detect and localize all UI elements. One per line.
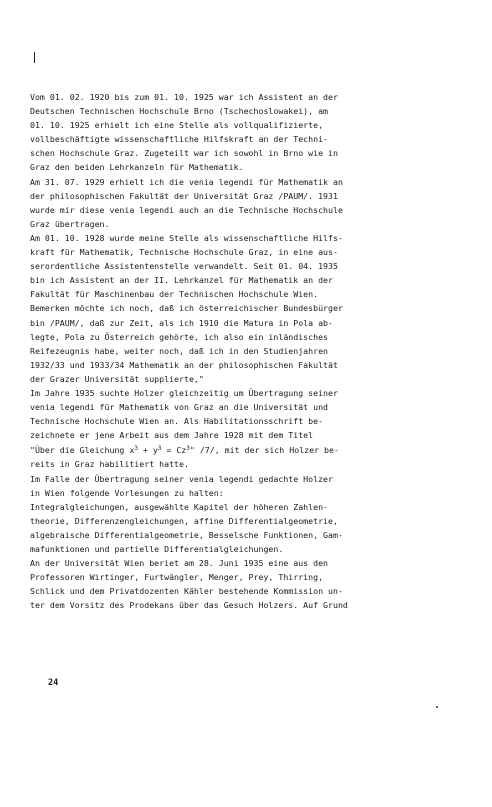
text-line: Reifezeugnis habe, weiter noch, daß ich in den Studienjahren — [30, 345, 329, 356]
text-line: theorie, Differenzengleichungen, affine Differentialgeometrie, — [30, 515, 338, 526]
text-line: Integralgleichungen, ausgewählte Kapitel der höheren Zahlen- — [30, 501, 329, 512]
text-line: Am 01. 10. 1928 wurde meine Stelle als wissenschaftliche Hilfs- — [30, 232, 343, 243]
text-line: Vom 01. 02. 1920 bis zum 01. 10. 1925 war ich Assistent an der — [30, 92, 338, 102]
text-line: zeichnete er jene Arbeit aus dem Jahre 1928 mit dem Titel — [30, 430, 314, 441]
formula-exp2: 3 — [157, 445, 162, 453]
text-line: serordentliche Assistentenstelle verwandelt. Seit 01. 04. 1935 — [30, 261, 338, 272]
text-line: mafunktionen und partielle Differentialgleichungen. — [30, 544, 284, 554]
text-line: Bemerken möchte ich noch, daß ich österreichischer Bundesbürger — [30, 303, 343, 314]
text-line: Graz übertragen. — [30, 218, 110, 229]
text-line: venia legendi für Mathematik von Graz an die Universität und — [30, 402, 329, 413]
text-line: Deutschen Technischen Hochschule Brno (Tschechoslowakei), am — [30, 106, 329, 117]
text-line: Im Jahre 1935 suchte Holzer gleichzeitig um Übertragung seiner — [30, 387, 338, 398]
formula-mid: + y — [137, 445, 158, 456]
text-line: kraft für Mathematik, Technische Hochschule Graz, in eine aus- — [30, 247, 338, 258]
text-line: in Wien folgende Vorlesungen zu halten: — [30, 487, 224, 498]
text-line: reits in Graz habilitiert hatte. — [30, 459, 189, 470]
stray-dot — [436, 706, 438, 708]
text-line: algebraische Differentialgeometrie, Besselsche Funktionen, Gam- — [30, 529, 343, 540]
text-line: Professoren Wirtinger, Furtwängler, Menger, Prey, Thirring, — [30, 572, 324, 583]
text-line: ter dem Vorsitz des Prodekans über das Gesuch Holzers. Auf Grund — [30, 600, 348, 611]
text-line: Im Falle der Übertragung seiner venia legendi gedachte Holzer — [30, 473, 333, 484]
page-number: 24 — [48, 678, 59, 688]
text-line: legte, Pola zu Österreich gehörte, ich also ein inländisches — [30, 331, 329, 342]
margin-mark — [34, 52, 35, 63]
text-line: bin /PAUM/, daß zur Zeit, als ich 1910 die Matura in Pola ab- — [30, 317, 333, 328]
text-line: Schlick und dem Privatdozenten Kähler bestehende Kommission un- — [30, 586, 343, 597]
text-line: 1932/33 und 1933/34 Mathematik an der philosophischen Fakultät — [30, 359, 338, 370]
text-line: Graz den beiden Lehrkanzeln für Mathematik. — [30, 162, 244, 173]
formula-line — [30, 442, 460, 457]
text-line: vollbeschäftigte wissenschaftliche Hilfskraft an der Techni- — [30, 134, 329, 145]
text-line: der Grazer Universität supplierte," — [30, 373, 204, 384]
formula-exp1: 3 — [134, 445, 138, 453]
text-line: der philosophischen Fakultät der Universität Graz /PAUM/. 1931 — [30, 190, 338, 201]
text-line: Technische Hochschule Wien an. Als Habilitationsschrift be- — [30, 416, 324, 427]
formula-eq: = Cz — [161, 445, 187, 456]
text-line: An der Universität Wien beriet am 28. Juni 1935 eine aus den — [30, 558, 329, 569]
text-line: wurde mir diese venia legendi auch an die Technische Hochschule — [30, 204, 343, 215]
text-line: 01. 10. 1925 erhielt ich eine Stelle als vollqualifizierte, — [30, 120, 324, 131]
formula-before: "Über die Gleichung x — [30, 445, 135, 456]
text-line: bin ich Assistent an der II. Lehrkanzel für Mathematik an der — [30, 275, 333, 286]
body-text — [30, 90, 460, 612]
formula-exp3: 3 — [186, 445, 190, 453]
formula-after: " /7/, mit der sich Holzer be- — [189, 445, 339, 456]
text-line: Fakultät für Maschinenbau der Technischen Hochschule Wien. — [30, 289, 319, 300]
text-line: Am 31. 07. 1929 erhielt ich die venia legendi für Mathematik an — [30, 176, 343, 187]
text-line: schen Hochschule Graz. Zugeteilt war ich sowohl in Brno wie in — [30, 148, 338, 159]
